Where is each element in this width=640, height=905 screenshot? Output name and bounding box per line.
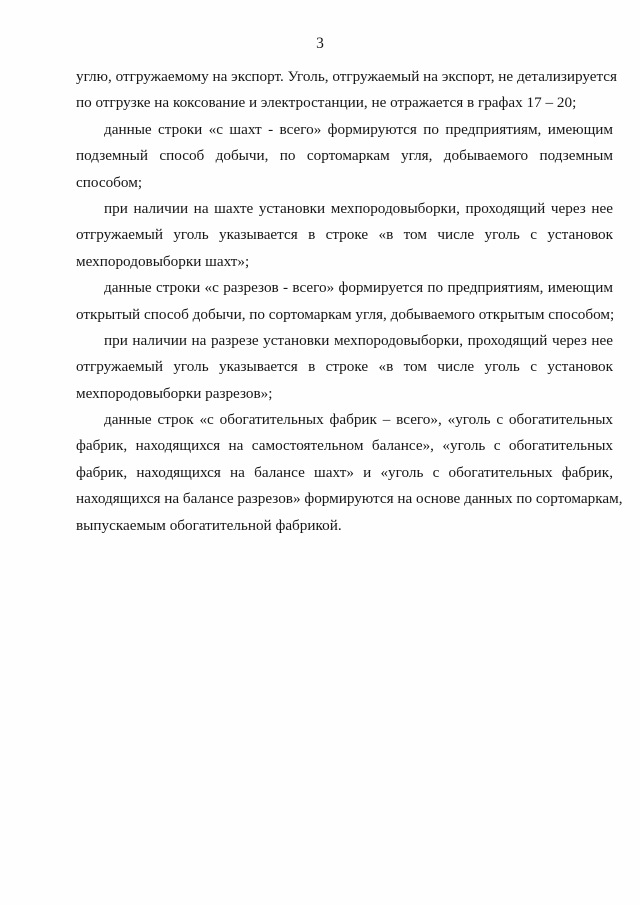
text-line-11: при наличии на разрезе установки мехпородовыборки, проходящий через нее [104,331,613,349]
text-line-2: по отгрузке на коксование и электростанции, не отражается в графах 17 – 20; [76,94,577,112]
document-body [76,64,623,539]
text-line-9: данные строки «с разрезов - всего» формируется по предприятиям, имеющим [104,279,613,297]
text-line-14: данные строк «с обогатительных фабрик – всего», «уголь с обогатительных [104,411,613,429]
text-line-4: подземный способ добычи, по сортомаркам угля, добываемого подземным [76,147,613,165]
text-line-1: углю, отгружаемому на экспорт. Уголь, отгружаемый на экспорт, не детализируется [76,68,618,85]
text-line-8: мехпородовыборки шахт»; [76,252,250,270]
text-line-13: мехпородовыборки разрезов»; [76,384,273,402]
text-line-15: фабрик, находящихся на самостоятельном балансе», «уголь с обогатительных [76,437,613,455]
text-line-10: открытый способ добычи, по сортомаркам угля, добываемого открытым способом; [76,305,615,323]
text-line-7: отгружаемый уголь указывается в строке «в том числе уголь с установок [76,226,613,244]
text-line-6: при наличии на шахте установки мехпородовыборки, проходящий через нее [104,199,613,217]
text-line-5: способом; [76,173,143,191]
text-line-18: выпускаемым обогатительной фабрикой. [76,516,342,534]
text-line-17: находящихся на балансе разрезов» формируются на основе данных по сортомаркам, [76,490,623,508]
text-line-12: отгружаемый уголь указывается в строке «в том числе уголь с установок [76,358,613,376]
text-line-3: данные строки «с шахт - всего» формируются по предприятиям, имеющим [104,120,613,138]
text-line-16: фабрик, находящихся на балансе шахт» и «уголь с обогатительных фабрик, [76,463,613,481]
page-number: 3 [316,35,324,52]
